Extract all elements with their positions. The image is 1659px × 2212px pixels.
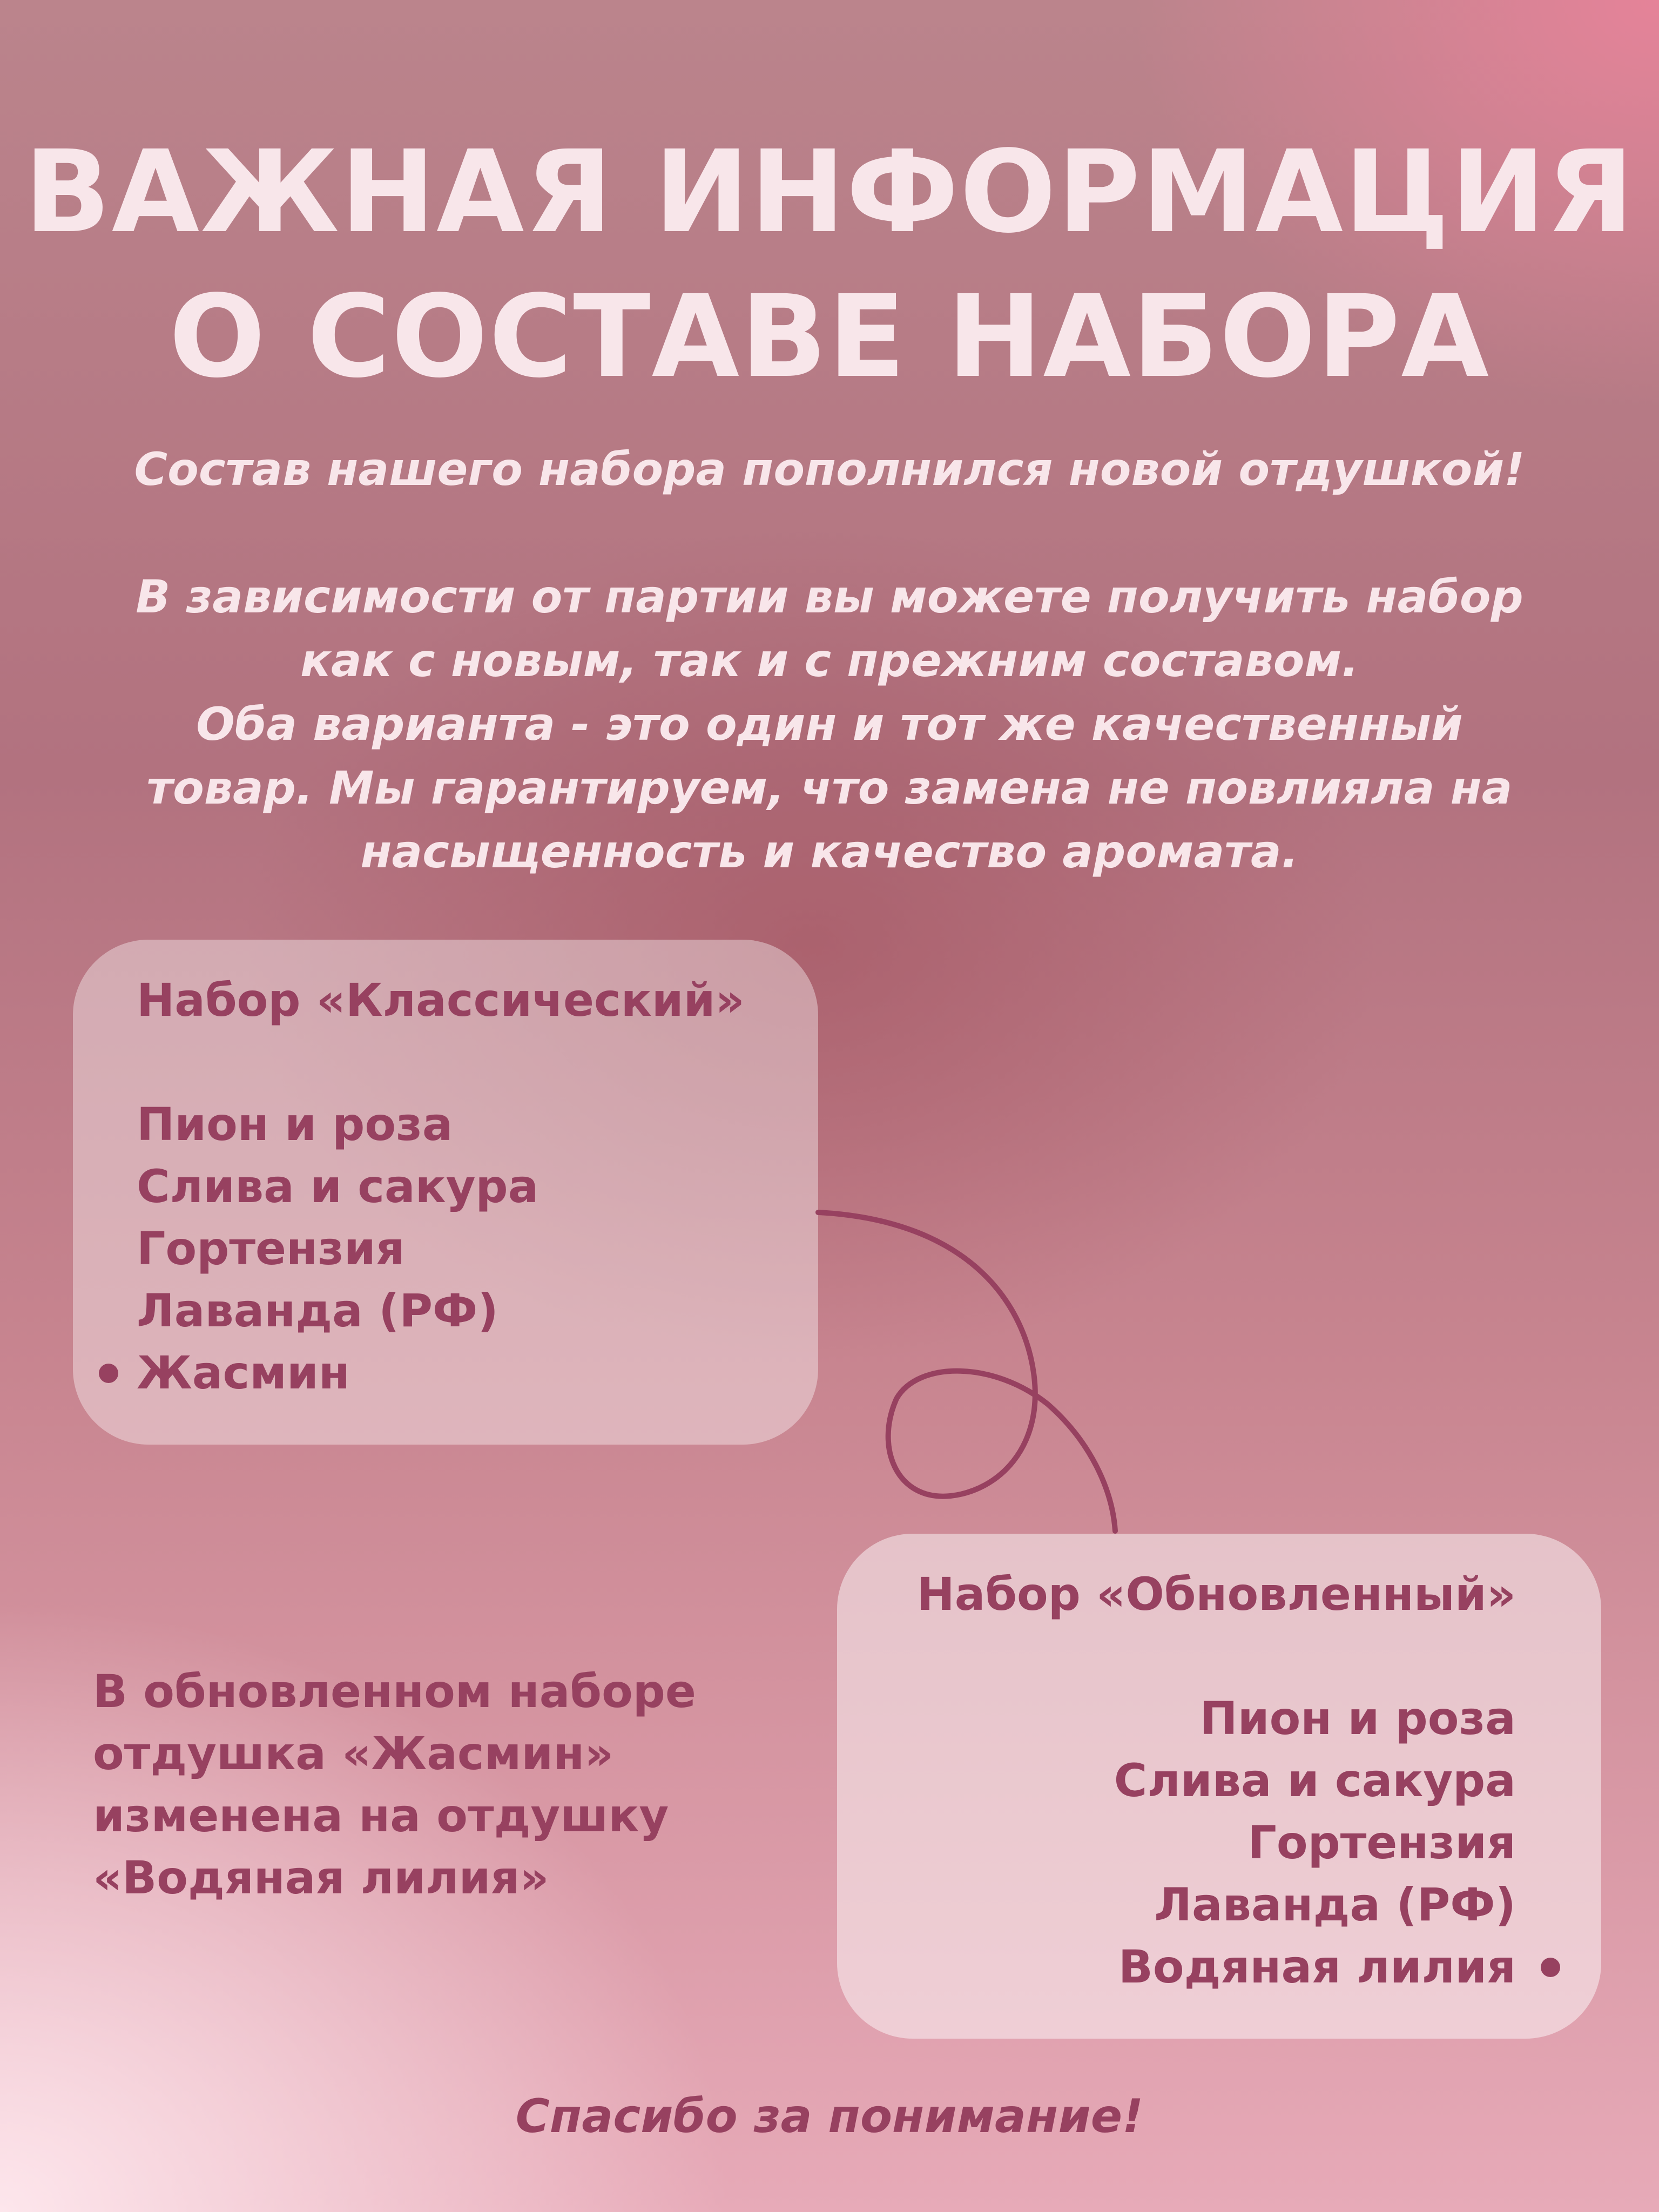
note-line: изменена на отдушку — [93, 1789, 669, 1842]
note-line: В обновленном наборе — [93, 1665, 696, 1718]
title-line-1: ВАЖНАЯ ИНФОРМАЦИЯ — [24, 126, 1635, 258]
list-item-label: Жасмин — [137, 1346, 350, 1399]
note-line: «Водяная лилия» — [93, 1851, 549, 1904]
list-item-highlighted — [137, 1342, 745, 1404]
list-item-label: Слива и сакура — [1114, 1754, 1516, 1807]
list-item — [137, 1218, 745, 1280]
list-item — [916, 1874, 1516, 1936]
bullet-dot-icon — [1541, 1958, 1560, 1977]
note-line: отдушка «Жасмин» — [93, 1727, 614, 1780]
list-item-highlighted — [916, 1936, 1516, 1998]
intro-headline-text: Состав нашего набора пополнился новой отдушкой! — [134, 443, 1525, 496]
list-item — [916, 1750, 1516, 1812]
updated-set-content — [916, 1563, 1516, 1998]
intro-headline — [0, 437, 1659, 501]
intro-body-line: как с новым, так и с прежним составом. — [300, 634, 1359, 687]
intro-body-line: товар. Мы гарантируем, что замена не повлияла на — [146, 761, 1513, 814]
list-item-label: Слива и сакура — [137, 1160, 539, 1213]
thanks-text: Спасибо за понимание! — [515, 2089, 1144, 2143]
classic-set-content — [137, 969, 745, 1404]
list-item-label: Пион и роза — [1199, 1692, 1516, 1745]
intro-text — [0, 437, 1659, 884]
list-item-label: Водяная лилия — [1118, 1940, 1516, 1993]
intro-body-line: Оба варианта - это один и тот же качественный — [196, 698, 1463, 751]
list-item-label: Гортензия — [137, 1222, 405, 1275]
list-item — [137, 1280, 745, 1342]
intro-body-line: В зависимости от партии вы можете получить набор — [136, 570, 1523, 623]
replacement-note — [93, 1661, 696, 1909]
list-item — [916, 1812, 1516, 1874]
list-item-label: Лаванда (РФ) — [137, 1284, 498, 1337]
intro-body-line: насыщенность и качество аромата. — [360, 825, 1299, 878]
classic-set-title: Набор «Классический» — [137, 974, 745, 1027]
list-item — [137, 1156, 745, 1218]
intro-body — [0, 565, 1659, 884]
title-line-2: О СОСТАВЕ НАБОРА — [168, 271, 1491, 403]
updated-set-title: Набор «Обновленный» — [916, 1568, 1516, 1621]
connector-path — [818, 1212, 1115, 1531]
list-item-label: Пион и роза — [137, 1098, 453, 1151]
list-item-label: Лаванда (РФ) — [1154, 1878, 1516, 1931]
list-item-label: Гортензия — [1247, 1816, 1516, 1869]
classic-set-card — [73, 940, 818, 1445]
updated-set-card — [837, 1534, 1601, 2039]
bullet-dot-icon — [99, 1364, 118, 1383]
page-title — [0, 120, 1659, 409]
list-item — [916, 1688, 1516, 1750]
classic-set-list — [137, 1094, 745, 1404]
list-item — [137, 1094, 745, 1156]
updated-set-list — [916, 1688, 1516, 1998]
